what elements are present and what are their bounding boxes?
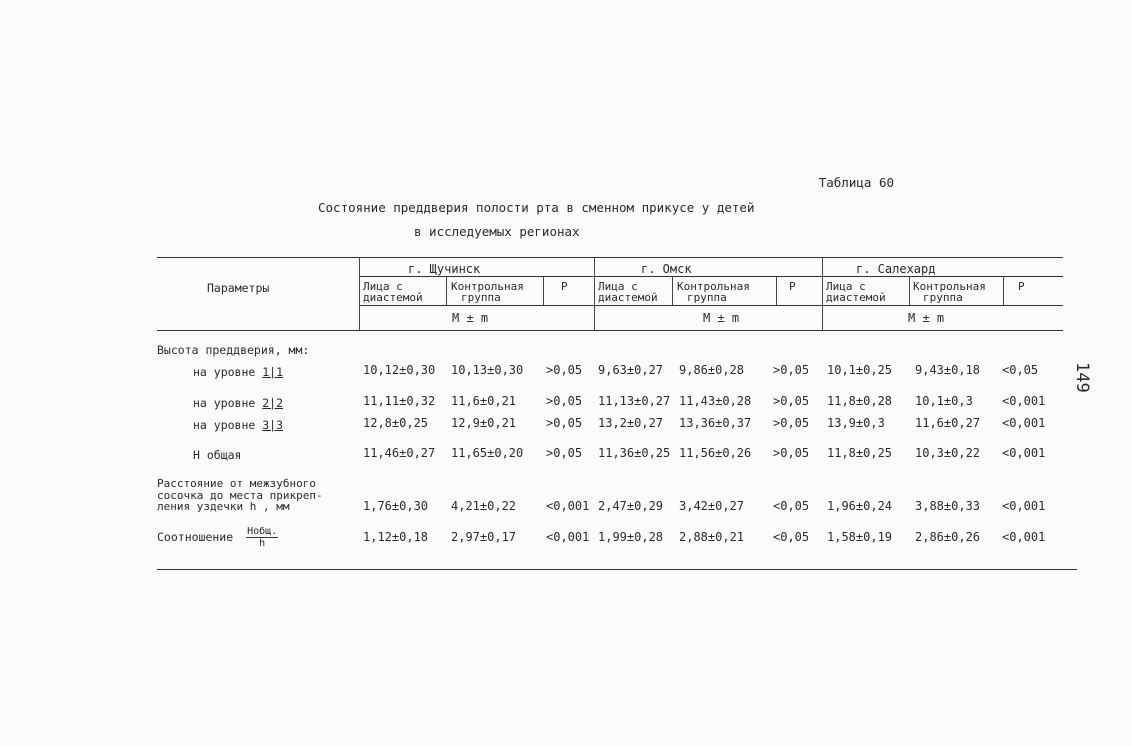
p-value-cell: >0,05	[773, 446, 810, 460]
mean-value-cell: 11,8±0,25	[827, 446, 893, 460]
mean-value-cell: 2,47±0,29	[598, 499, 664, 513]
mean-value-cell: 11,43±0,28	[679, 394, 752, 408]
row-label: на уровне 2|2	[193, 396, 284, 410]
mean-header: M ± m	[452, 311, 489, 325]
p-value-cell: <0,001	[1002, 394, 1046, 408]
mean-value-cell: 9,63±0,27	[598, 363, 664, 377]
header-divider	[1003, 276, 1004, 305]
p-value-cell: <0,05	[773, 499, 810, 513]
p-value-cell: <0,001	[1002, 499, 1046, 513]
mean-value-cell: 9,43±0,18	[915, 363, 981, 377]
group-diastema-header: Лица с диастемой	[363, 280, 423, 304]
mean-value-cell: 11,46±0,27	[363, 446, 436, 460]
p-value-cell: <0,001	[1002, 530, 1046, 544]
p-value-cell: <0,001	[546, 530, 590, 544]
mean-value-cell: 11,6±0,27	[915, 416, 981, 430]
mean-value-cell: 12,9±0,21	[451, 416, 517, 430]
mean-value-cell: 11,11±0,32	[363, 394, 436, 408]
mean-value-cell: 3,88±0,33	[915, 499, 981, 513]
row-label: на уровне 1|1	[193, 365, 284, 379]
header-bottom-rule	[157, 330, 1063, 331]
ratio-row-label: Соотношение $\frac{\text{Нобщ.}}{h}$	[157, 526, 278, 549]
p-value-cell: >0,05	[546, 363, 583, 377]
mean-value-cell: 11,56±0,26	[679, 446, 752, 460]
table-number: Таблица 60	[818, 175, 894, 190]
city-header: г. Салехард	[856, 262, 936, 276]
mean-value-cell: 9,86±0,28	[679, 363, 745, 377]
mean-value-cell: 11,8±0,28	[827, 394, 893, 408]
p-value-cell: >0,05	[773, 363, 810, 377]
p-header: Р	[1018, 280, 1025, 293]
p-value-cell: >0,05	[546, 446, 583, 460]
table-top-rule	[157, 257, 1063, 258]
mean-value-cell: 11,13±0,27	[598, 394, 671, 408]
p-header: Р	[561, 280, 568, 293]
mean-value-cell: 10,13±0,30	[451, 363, 524, 377]
p-header: Р	[789, 280, 796, 293]
p-value-cell: <0,001	[1002, 446, 1046, 460]
p-value-cell: <0,05	[773, 530, 810, 544]
section-height-label: Высота преддверия, мм:	[157, 343, 310, 357]
subgroup-header-rule	[359, 305, 1063, 306]
p-value-cell: >0,05	[546, 394, 583, 408]
mean-value-cell: 13,36±0,37	[679, 416, 752, 430]
mean-value-cell: 3,42±0,27	[679, 499, 745, 513]
mean-value-cell: 1,99±0,28	[598, 530, 664, 544]
group-diastema-header: Лица с диастемой	[826, 280, 886, 304]
mean-value-cell: 10,12±0,30	[363, 363, 436, 377]
header-divider	[594, 257, 595, 330]
mean-value-cell: 1,58±0,19	[827, 530, 893, 544]
p-value-cell: >0,05	[773, 416, 810, 430]
table-subtitle: в исследуемых регионах	[414, 224, 580, 239]
table-bottom-rule	[157, 569, 1077, 570]
p-value-cell: <0,001	[546, 499, 590, 513]
mean-value-cell: 11,6±0,21	[451, 394, 517, 408]
city-header: г. Щучинск	[408, 262, 481, 276]
p-value-cell: >0,05	[546, 416, 583, 430]
mean-value-cell: 10,1±0,25	[827, 363, 893, 377]
group-control-header: Контрольная группа	[677, 280, 750, 304]
header-divider	[446, 276, 447, 305]
mean-value-cell: 11,65±0,20	[451, 446, 524, 460]
mean-value-cell: 13,9±0,3	[827, 416, 885, 430]
teeth-index: 2|2	[262, 396, 284, 410]
mean-value-cell: 13,2±0,27	[598, 416, 664, 430]
mean-value-cell: 1,96±0,24	[827, 499, 893, 513]
header-divider	[359, 257, 360, 330]
header-divider	[822, 257, 823, 330]
group-control-header: Контрольная группа	[913, 280, 986, 304]
page-number: 149	[1072, 362, 1092, 393]
row-label: Н общая	[193, 448, 242, 462]
mean-value-cell: 2,88±0,21	[679, 530, 745, 544]
mean-value-cell: 10,1±0,3	[915, 394, 973, 408]
p-value-cell: <0,05	[1002, 363, 1039, 377]
params-header: Параметры	[207, 281, 270, 295]
mean-value-cell: 4,21±0,22	[451, 499, 517, 513]
header-divider	[672, 276, 673, 305]
group-diastema-header: Лица с диастемой	[598, 280, 658, 304]
teeth-index: 1|1	[262, 365, 284, 379]
mean-header: M ± m	[703, 311, 740, 325]
ratio-fraction: $\frac{\text{Нобщ.}}{h}$	[247, 526, 278, 549]
mean-value-cell: 12,8±0,25	[363, 416, 429, 430]
header-divider	[776, 276, 777, 305]
header-divider	[909, 276, 910, 305]
mean-value-cell: 1,12±0,18	[363, 530, 429, 544]
city-header-rule	[359, 276, 1063, 277]
mean-value-cell: 2,86±0,26	[915, 530, 981, 544]
mean-value-cell: 2,97±0,17	[451, 530, 517, 544]
p-value-cell: >0,05	[773, 394, 810, 408]
p-value-cell: <0,001	[1002, 416, 1046, 430]
row-label: на уровне 3|3	[193, 418, 284, 432]
mean-value-cell: 10,3±0,22	[915, 446, 981, 460]
mean-value-cell: 1,76±0,30	[363, 499, 429, 513]
header-divider	[543, 276, 544, 305]
mean-value-cell: 11,36±0,25	[598, 446, 671, 460]
group-control-header: Контрольная группа	[451, 280, 524, 304]
mean-header: M ± m	[908, 311, 945, 325]
table-title: Состояние преддверия полости рта в сменном прикусе у детей	[318, 200, 755, 215]
city-header: г. Омск	[641, 262, 692, 276]
teeth-index: 3|3	[262, 418, 284, 432]
distance-row-label: Расстояние от межзубного сосочка до места прикреп- ления уздечки h , мм	[157, 477, 323, 513]
